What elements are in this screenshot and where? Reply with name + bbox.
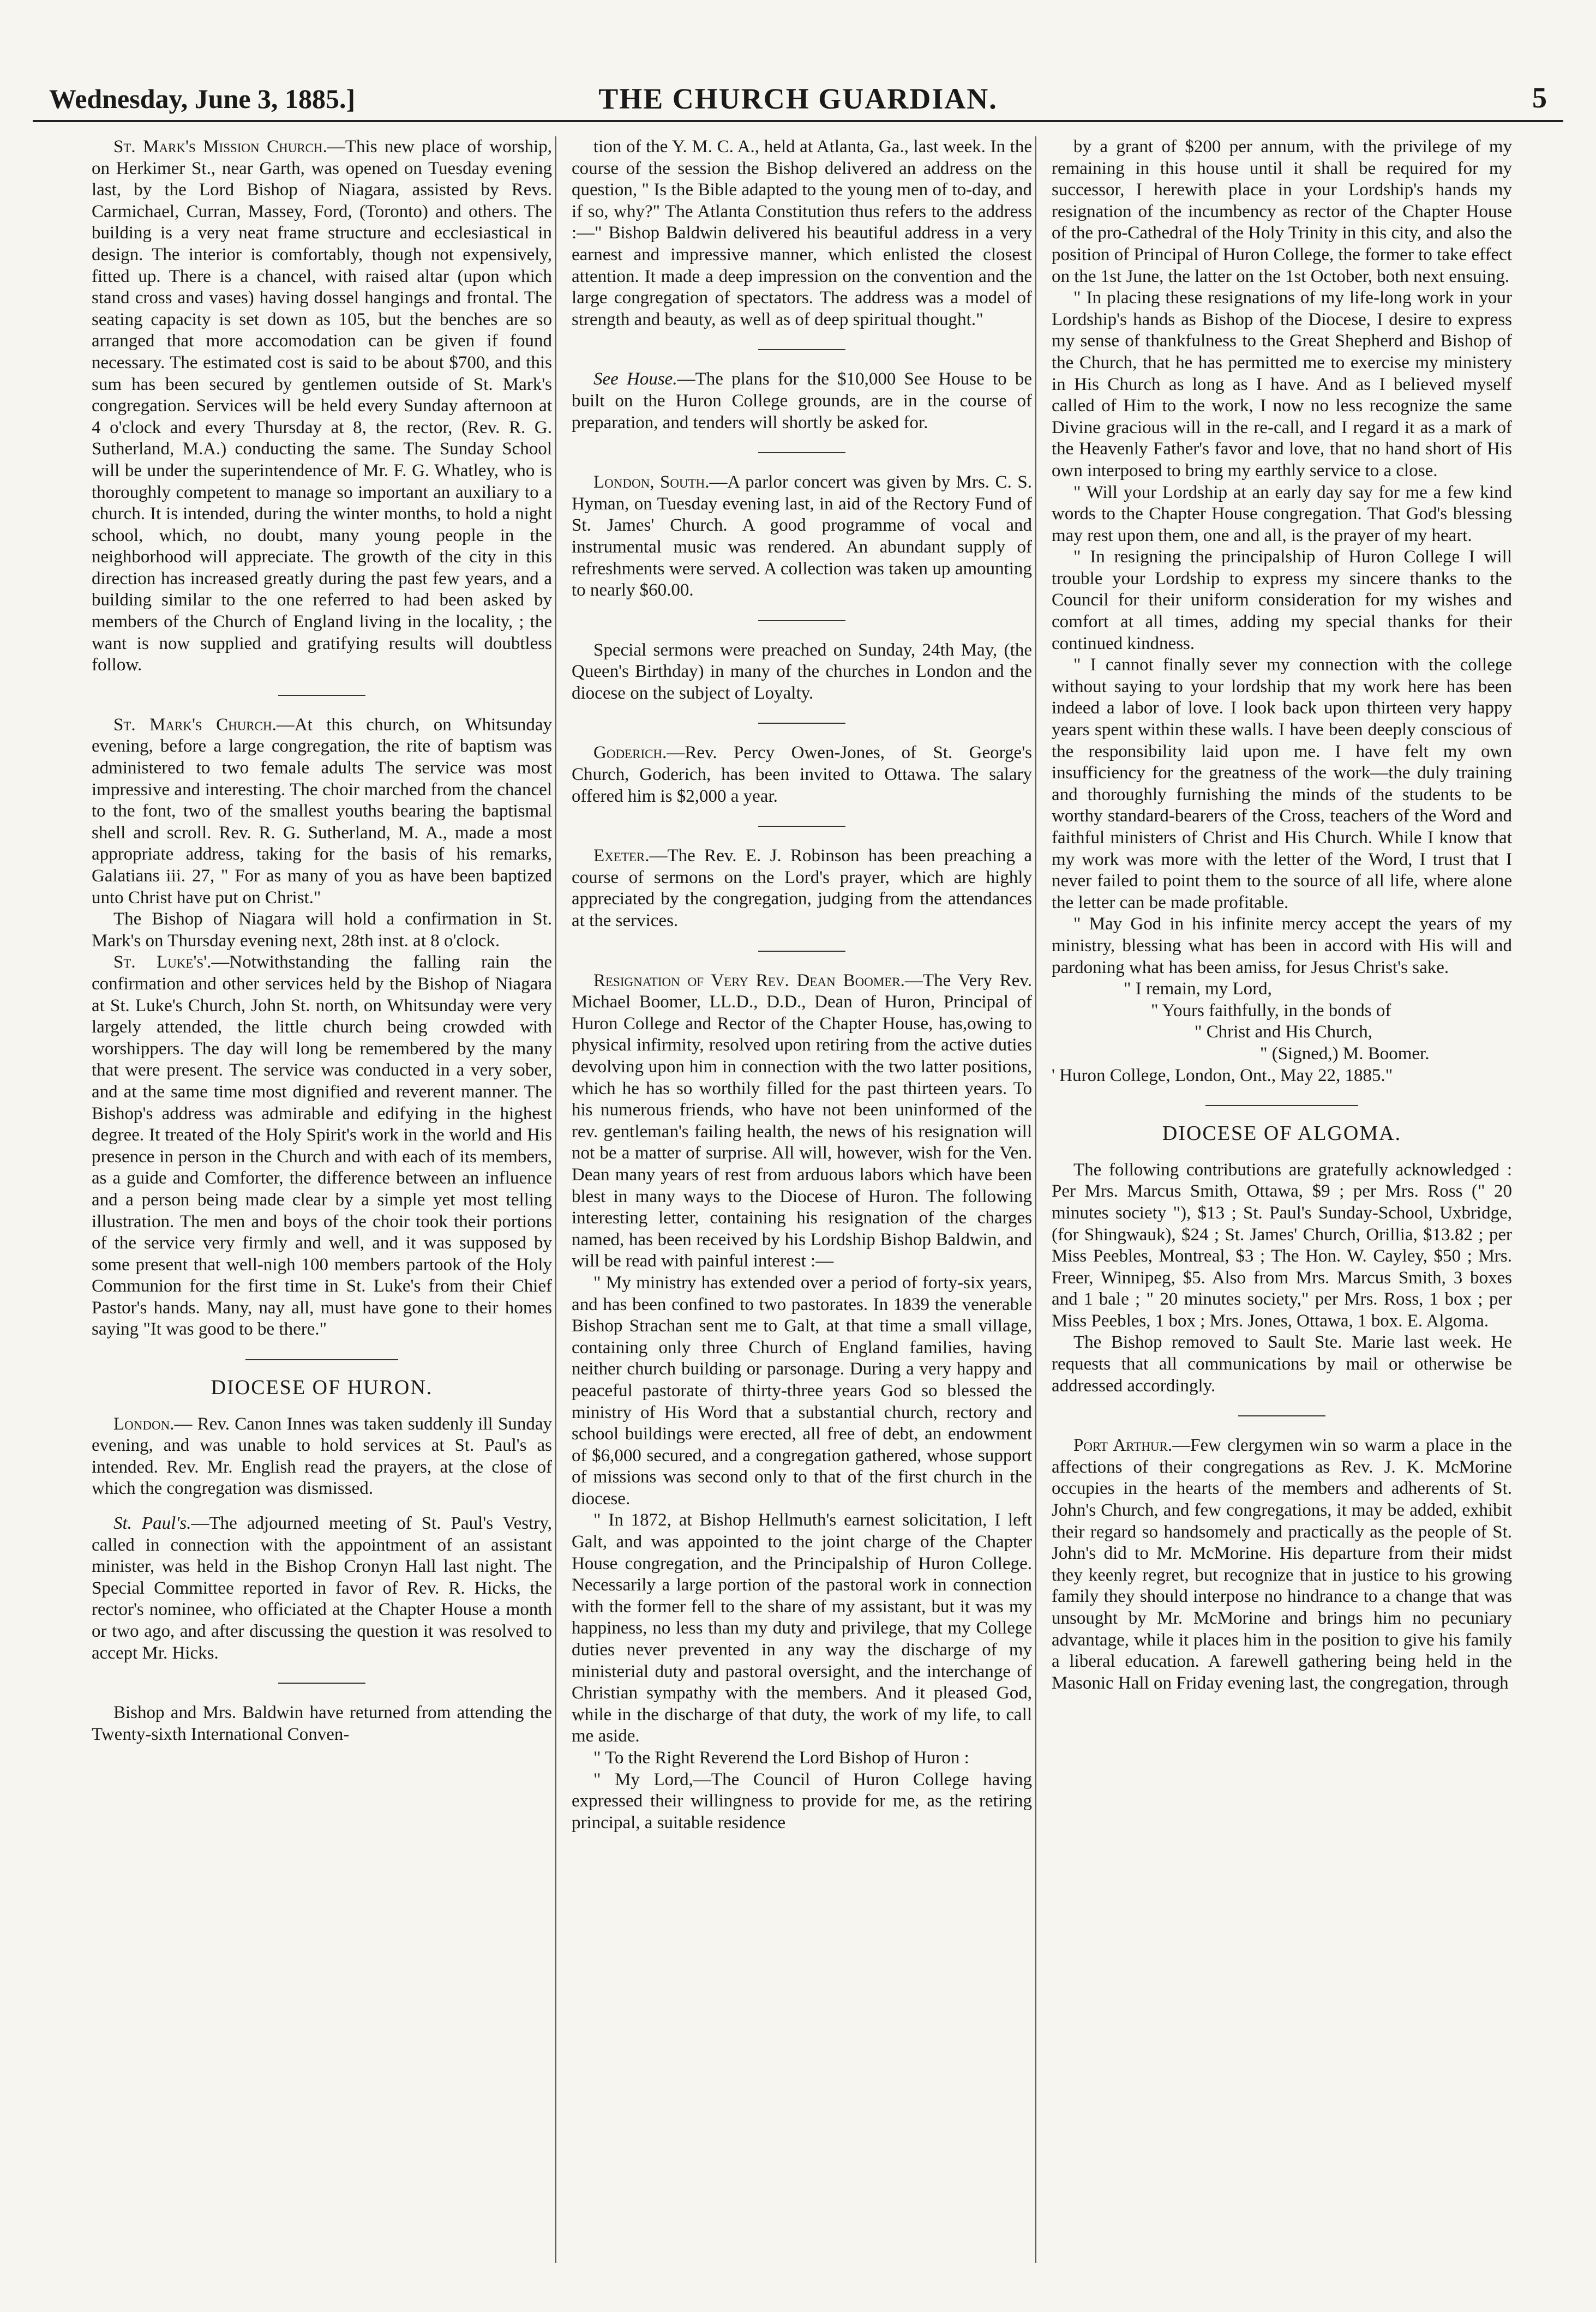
separator-rule <box>278 1683 365 1684</box>
article-body: —This new place of worship, on Herkimer St., near Garth, was opened on Tuesday evening last, by the Lord Bishop of Niagara, assisted by Revs. Carmichael, Curran, Massey, Ford, (Toronto) and others. The building is a very neat frame structure and ecclesiastical in design. The interior is comfortably, though not expensively, fitted up. There is a chancel, with raised altar (upon which stand cross and vases) having dossel hangings and frontal. The seating capacity is set down as 105, but the benches are so arranged that more accomodation can be given if found necessary. The estimated cost is said to be about $700, and this sum has been secured by gentlemen outside of St. Mark's congregation. Services will be held every Sunday afternoon at 4 o'clock and every Thursday at 8, the rector, (Rev. R. G. Sutherland, M.A.) conducting the same. The Sunday School will be under the superintendence of Mr. F. G. Whatley, who is thoroughly competent to manage so important an auxiliary to a church. It is intended, during the winter months, to hold a night school, which, no doubt, many young people in the neighborhood will appreciate. The growth of the city in this direction has increased greatly during the past few years, and a building similar to the one referred to had been asked by members of the Church of England living in the locality, ; the want is now supplied and gratifying results will doubtless follow. <box>92 137 552 675</box>
paragraph: The Bishop of Niagara will hold a confirmation in St. Mark's on Thursday evening next, 28th inst. at 8 o'clock. <box>92 909 552 951</box>
paragraph: " My Lord,—The Council of Huron College having expressed their willingness to provide for me, as the retiring principal, a suitable residence <box>572 1769 1032 1833</box>
section-heading-huron: DIOCESE OF HURON. <box>211 1376 433 1400</box>
column-2 <box>562 136 1042 2268</box>
signature-line: ' Huron College, London, Ont., May 22, 1885." <box>1052 1065 1393 1085</box>
article-head: St. Paul's. <box>113 1514 191 1534</box>
page-number: 5 <box>1532 81 1547 114</box>
paragraph: " In resigning the principalship of Huron College I will trouble your Lordship to express my sincere thanks to the Council for their uniform consideration for my wishes and comfort at all times, adding my special thanks for their continued kindness. <box>1052 547 1512 653</box>
paragraph: Bishop and Mrs. Baldwin have returned from attending the Twenty-sixth International Conven- <box>92 1703 552 1744</box>
article-port-arthur <box>1042 1435 1522 1694</box>
paragraph: " May God in his infinite mercy accept the years of my ministry, blessing what has been in accord with His will and pardoning what has been amiss, for Jesus Christ's sake. <box>1052 914 1512 977</box>
paragraph: " In placing these resignations of my life-long work in your Lordship's hands as Bishop of the Diocese, I desire to express my sense of thankfulness to the Great Shepherd and Bishop of the Church, that he has permitted me to exercise my ministery in His Church as long as I have. And as I believed myself called of Him to the work, I now no less recognize the same Divine gracious will in the re-call, and I regard it as a mark of the Heavenly Father's favor and love, that no hand short of His own interposed to bring my earthly service to a close. <box>1052 288 1512 481</box>
paragraph: " To the Right Reverend the Lord Bishop of Huron : <box>593 1748 969 1768</box>
article-body: —Notwithstanding the falling rain the confirmation and other services held by the Bishop of Niagara at St. Luke's Church, John St. north, on Whitsunday were very largely attended, the little church being crowded with worshippers. The day will long be remembered by the many that were present. The service was conducted in a very sober, and at the same time most dignified and reverent manner. The Bishop's address was admirable and edifying in the highest degree. It treated of the Holy Spirit's work in the world and His presence in person in the Church and with each of its members, as a guide and Comforter, the difference between an influence and a person being made clear by a simple yet most telling illustration. The men and boys of the choir took their portions of the service very firmly and well, and it was supposed by some present that well-nigh 100 members partook of the Holy Communion for the first time in St. Luke's from their Chief Pastor's hands. Many, nay all, must have gone to their homes saying "It was good to be there." <box>92 952 553 1340</box>
separator-rule <box>245 1359 398 1360</box>
article-head: London. <box>113 1414 175 1434</box>
paragraph: tion of the Y. M. C. A., held at Atlanta, Ga., last week. In the course of the session the Bishop delivered an address on the question, " Is the Bible adapted to the young men of to-day, and if so, why?" The Atlanta Constitution thus refers to the address :—" Bishop Baldwin delivered his beautiful address in a very earnest and impressive manner, which enlisted the closest attention. It made a deep impression on the convention and the large congregation of spectators. The address was a model of strength and beauty, as well as of deep spiritual thought." <box>572 137 1032 329</box>
signature-line: " Yours faithfully, in the bonds of <box>1151 1000 1391 1020</box>
article-body: —Few clergymen win so warm a place in the affections of their congregations as Rev. J. K. McMorine occupies in the hearts of the members and adherents of St. John's Church, and few congregations, it may be added, exhibit their regard so handsomely and practically as the people of St. John's did to Mr. McMorine. His departure from their midst they keenly regret, but recognize that in justice to his growing family they should interpose no hindrance to a change that was unsought by Mr. McMorine and brings him no pecuniary advantage, while it places him in the position to give his family a liberal education. A farewell gathering being held in the Masonic Hall on Friday evening last, the congregation, through <box>1052 1436 1512 1693</box>
separator-rule <box>278 695 365 696</box>
article-st-marks-mission <box>82 136 562 676</box>
signature-line: " Christ and His Church, <box>1195 1022 1373 1042</box>
article-st-pauls <box>82 1513 562 1664</box>
paragraph: " In 1872, at Bishop Hellmuth's earnest solicitation, I left Galt, and was appointed to the joint charge of the Chapter House congregation, and the Principalship of Huron College. Necessarily a large portion of the pastoral work in connection with the former fell to the share of my assistant, but it was my happiness, no less than my duty and privilege, that my College duties never prevented in any way the discharge of my ministerial duty and pastoral oversight, and the interchange of Christian sympathy with the members. And it pleased God, while in the discharge of that duty, the work of my life, to call me aside. <box>572 1510 1032 1746</box>
article-see-house <box>562 369 1042 434</box>
article-head: St. Mark's Church. <box>113 714 277 735</box>
separator-rule <box>758 951 845 952</box>
separator-rule <box>758 452 845 453</box>
article-head: St. Luke's'. <box>113 952 212 972</box>
article-body: —Rev. Percy Owen-Jones, of St. George's Church, Goderich, has been invited to Ottawa. The salary offered him is $2,000 a year. <box>572 743 1032 806</box>
article-resignation <box>562 970 1042 1272</box>
separator-rule <box>758 723 845 724</box>
article-goderich <box>562 742 1042 807</box>
article-head: London, South. <box>593 472 710 493</box>
article-body: —The plans for the $10,000 See House to be built on the Huron College grounds, are in the course of preparation, and tenders will shortly be asked for. <box>572 369 1032 433</box>
paragraph: Special sermons were preached on Sunday, 24th May, (the Queen's Birthday) in many of the churches in London and the diocese on the subject of Loyalty. <box>572 640 1032 703</box>
article-head: Goderich. <box>593 743 667 763</box>
spacer <box>82 1500 562 1513</box>
paragraph: " My ministry has extended over a period of forty-six years, and has been confined to two pastorates. In 1839 the venerable Bishop Strachan sent me to Galt, at that time a small village, containing only three Church of England families, having neither church building or parsonage. During a very happy and peaceful pastorate of thirty-three years God so blessed the ministry of His Word that a substantial church, rectory and school buildings were erected, all free of debt, an endowment of $6,000 secured, and a congregation gathered, whose support of missions was second only to that of the first church in the diocese. <box>572 1272 1032 1509</box>
article-body: —The Very Rev. Michael Boomer, LL.D., D.D., Dean of Huron, Principal of Huron College and Rector of the Chapter House, has,owing to physical infirmity, resolved upon retiring from the active duties devolving upon him in connection with the two latter positions, which he has so worthily filled for the past thirteen years. To his numerous friends, who have not been uninformed of the rev. gentleman's failing health, the news of his resignation will not be a matter of surprise. All will, however, wish for the Ven. Dean many years of rest from arduous labors which have been blest in many ways to the Diocese of Huron. The following interesting letter, containing his resignation of the charges named, has been received by his Lordship Bishop Baldwin, and will be read with painful interest :— <box>572 970 1032 1271</box>
article-head: Port Arthur. <box>1073 1436 1173 1456</box>
article-body: —At this church, on Whitsunday evening, before a large congregation, the rite of baptism was administered to two female adults The service was most impressive and interesting. The choir marched from the chancel to the font, two of the smallest youths bearing the baptismal shell and scroll. Rev. R. G. Sutherland, M. A., made a most appropriate address, taking for the basis of his remarks, Galatians iii. 27, " For as many of you as have been baptized unto Christ have put on Christ." <box>92 714 552 908</box>
article-body: — Rev. Canon Innes was taken suddenly ill Sunday evening, and was unable to hold services at St. Paul's as intended. Rev. Mr. English read the prayers, at the close of which the congregation was dismissed. <box>92 1414 552 1499</box>
paragraph: " Will your Lordship at an early day say for me a few kind words to the Chapter House congregation. That God's blessing may rest upon them, one and all, is the prayer of my heart. <box>1052 482 1512 545</box>
separator-rule <box>758 826 845 827</box>
paragraph: The Bishop removed to Sault Ste. Marie last week. He requests that all communications by mail or otherwise be addressed accordingly. <box>1052 1332 1512 1396</box>
issue-date: Wednesday, June 3, 1885.] <box>49 83 356 114</box>
signature-line: " I remain, my Lord, <box>1124 979 1272 999</box>
article-body: —The Rev. E. J. Robinson has been preaching a course of sermons on the Lord's prayer, which are highly appreciated by the congregation, judging from the attendances at the services. <box>572 846 1032 931</box>
separator-rule <box>758 349 845 350</box>
signature-line: " (Signed,) M. Boomer. <box>1260 1043 1430 1064</box>
article-head: See House. <box>593 369 677 389</box>
article-head: Exeter. <box>593 846 650 866</box>
article-london <box>82 1414 562 1500</box>
paragraph: by a grant of $200 per annum, with the privilege of my remaining in this house until it shall be required for my successor, I herewith place in your Lordship's hands my resignation of the incumbency as rector of the Chapter House of the pro-Cathedral of the Holy Trinity in this city, and also the position of Principal of Huron College, the former to take effect on the 1st June, the latter on the 1st October, both next ensuing. <box>1052 137 1512 286</box>
page-header <box>33 82 1563 122</box>
column-3 <box>1042 136 1522 2268</box>
article-st-marks-church <box>82 714 562 909</box>
article-body: —A parlor concert was given by Mrs. C. S. Hyman, on Tuesday evening last, in aid of the Rectory Fund of St. James' Church. A good programme of vocal and instrumental music was rendered. An abundant supply of refreshments were served. A collection was taken up amounting to nearly $60.00. <box>572 472 1032 600</box>
paragraph: The following contributions are gratefully acknowledged : Per Mrs. Marcus Smith, Ottawa, $9 ; per Mrs. Ross (" 20 minutes society "), $13 ; St. Paul's Sunday-School, Uxbridge, (for Shingwauk), $24 ; St. James' Church, Orillia, $13.82 ; per Miss Peebles, Montreal, $3 ; The Hon. W. Cayley, $50 ; Mrs. Freer, Winnipeg, $5. Also from Mrs. Marcus Smith, 3 boxes and 1 bale ; " 20 minutes society," per Mrs. Ross, 1 box ; per Miss Peebles, 1 box ; Mrs. Jones, Ottawa, 1 box. E. Algoma. <box>1052 1160 1512 1331</box>
separator-rule <box>1238 1415 1325 1416</box>
article-head: Resignation of Very Rev. Dean Boomer. <box>593 970 905 990</box>
paragraph: " I cannot finally sever my connection with the college without saying to your lordship that my work here has been indeed a labor of love. I look back upon thirteen very happy years spent within these walls. I have been deeply conscious of the responsibility laid upon me. I have felt my own insufficiency for the greatness of the work—the duly training and thoroughly furnishing the minds of the students to be worthy standard-bearers of the Cross, teachers of the Word and faithful ministers of Christ and His Church. While I know that my work was more with the letter of the Word, I trust that I never failed to point them to the source of all life, where alone the letter can be made profitable. <box>1052 655 1512 912</box>
article-body: —The adjourned meeting of St. Paul's Vestry, called in connection with the appointment of an assistant minister, was held in the Bishop Cronyn Hall last night. The Special Committee reported in favor of Rev. R. Hicks, the rector's nominee, who officiated at the Chapter House a month or two ago, and after discussing the question it was resolved to accept Mr. Hicks. <box>92 1514 552 1663</box>
article-st-lukes <box>82 952 562 1341</box>
article-london-south <box>562 472 1042 602</box>
masthead-title: THE CHURCH GUARDIAN. <box>598 82 998 115</box>
separator-rule <box>1205 1105 1358 1106</box>
section-heading-algoma: DIOCESE OF ALGOMA. <box>1162 1122 1402 1145</box>
article-head: St. Mark's Mission Church. <box>113 137 327 157</box>
separator-rule <box>758 620 845 621</box>
article-exeter <box>562 845 1042 932</box>
column-1 <box>82 136 562 2268</box>
